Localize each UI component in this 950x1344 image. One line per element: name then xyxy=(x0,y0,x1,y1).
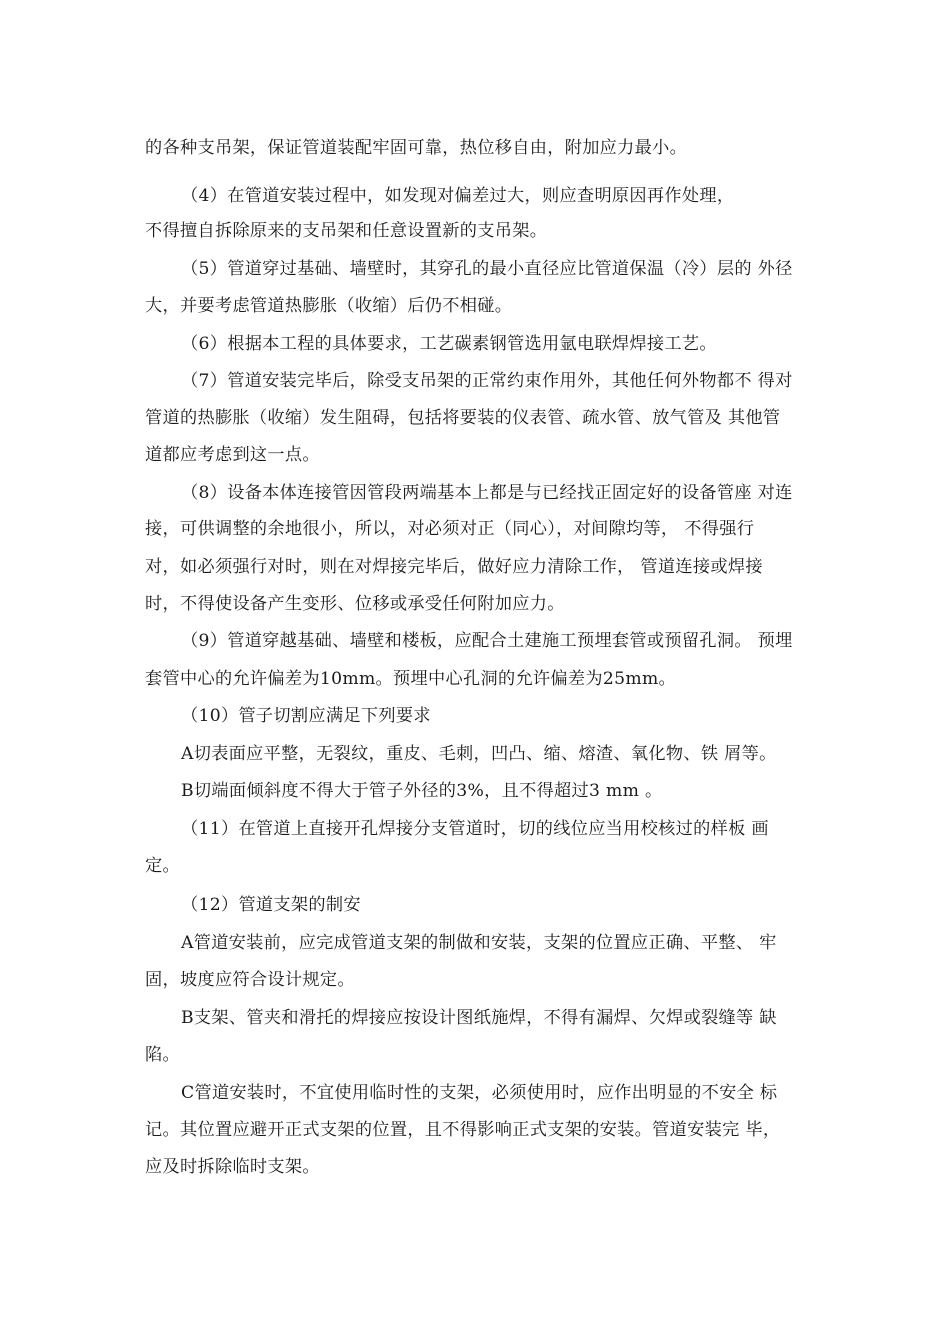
text-line: 大，并要考虑管道热膨胀（收缩）后仍不相碰。 xyxy=(145,296,513,316)
text-line: 固，坡度应符合设计规定。 xyxy=(145,970,355,990)
text-line: （7）管道安装完毕后，除受支吊架的正常约束作用外，其他任何外物都不 得对 xyxy=(181,371,793,391)
text-line: （10）管子切割应满足下列要求 xyxy=(181,706,431,726)
text-line: （5）管道穿过基础、墙壁时，其穿孔的最小直径应比管道保温（冷）层的 外径 xyxy=(181,259,793,279)
text-line: 管道的热膨胀（收缩）发生阻碍，包括将要装的仪表管、疏水管、放气管及 其他管 xyxy=(145,408,781,428)
text-line: 的各种支吊架，保证管道装配牢固可靠，热位移自由，附加应力最小。 xyxy=(145,138,688,158)
text-line: 陷。 xyxy=(145,1045,180,1065)
text-line: 套管中心的允许偏差为10mm。预埋中心孔洞的允许偏差为25mm。 xyxy=(145,669,677,689)
text-line: （9）管道穿越基础、墙壁和楼板，应配合土建施工预埋套管或预留孔洞。 预埋 xyxy=(181,631,793,651)
text-line: （4）在管道安装过程中，如发现对偏差过大，则应查明原因再作处理， xyxy=(181,186,735,206)
text-line: 道都应考虑到这一点。 xyxy=(145,445,320,465)
text-line: 接，可供调整的余地很小，所以，对必须对正（同心），对间隙均等， 不得强行 xyxy=(145,519,755,539)
text-line: （12）管道支架的制安 xyxy=(181,895,361,915)
text-line: B切端面倾斜度不得大于管子外径的3%，且不得超过3 mm 。 xyxy=(181,781,663,801)
text-line: A管道安装前，应完成管道支架的制做和安装，支架的位置应正确、平整、 牢 xyxy=(181,933,777,953)
text-line: 不得擅自拆除原来的支吊架和任意设置新的支吊架。 xyxy=(145,221,548,241)
text-line: A切表面应平整，无裂纹，重皮、毛刺，凹凸、缩、熔渣、氧化物、铁 屑等。 xyxy=(181,744,777,764)
text-line: （8）设备本体连接管因管段两端基本上都是与已经找正固定好的设备管座 对连 xyxy=(181,483,793,503)
text-line: 定。 xyxy=(145,856,180,876)
text-line: 时，不得使设备产生变形、位移或承受任何附加应力。 xyxy=(145,594,565,614)
text-line: 应及时拆除临时支架。 xyxy=(145,1157,320,1177)
text-line: C管道安装时，不宜使用临时性的支架，必须使用时，应作出明显的不安全 标 xyxy=(181,1083,778,1103)
text-line: 对，如必须强行对时，则在对焊接完毕后，做好应力清除工作， 管道连接或焊接 xyxy=(145,557,763,577)
text-line: B支架、管夹和滑托的焊接应按设计图纸施焊，不得有漏焊、欠焊或裂缝等 缺 xyxy=(181,1008,777,1028)
text-line: （11）在管道上直接开孔焊接分支管道时，切的线位应当用校核过的样板 画 xyxy=(181,819,769,839)
text-line: 记。其位置应避开正式支架的位置，且不得影响正式支架的安装。管道安装完 毕， xyxy=(145,1120,781,1140)
text-line: （6）根据本工程的具体要求，工艺碳素钢管选用氩电联焊焊接工艺。 xyxy=(181,334,717,354)
